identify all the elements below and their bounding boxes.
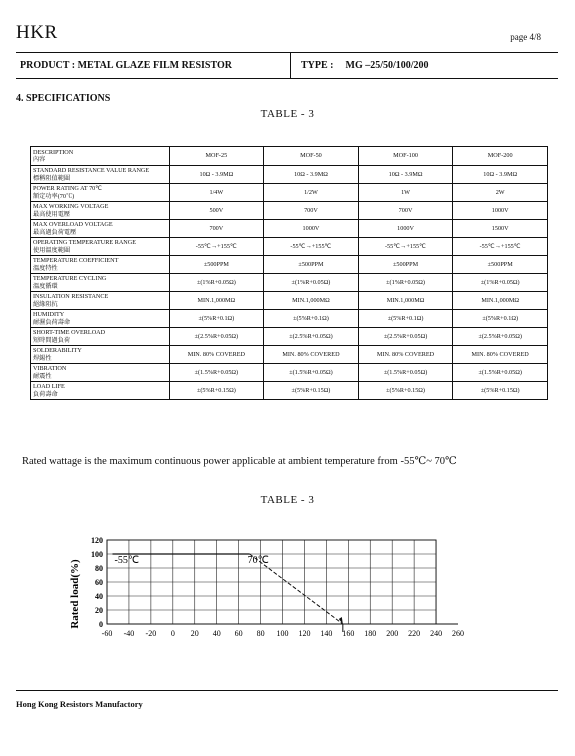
table-row — [31, 166, 548, 184]
table-cell: MIN.1,000MΩ — [169, 292, 264, 310]
row-description-en: VIBRATION — [33, 365, 67, 372]
table-cell: ±(1%R+0.05Ω) — [264, 274, 359, 292]
table-cell: MIN. 80% COVERED — [453, 346, 548, 364]
table-cell: ±500PPM — [453, 256, 548, 274]
row-description-zh: 絕緣阻抗 — [33, 300, 58, 308]
x-tick-label: 0 — [170, 629, 175, 638]
table-cell: MIN. 80% COVERED — [169, 346, 264, 364]
row-description-zh: 額定功率(70℃) — [33, 192, 75, 200]
column-header: MOF-25 — [169, 147, 264, 166]
header-description — [31, 147, 170, 166]
table-cell: MIN. 80% COVERED — [264, 346, 359, 364]
divider-bottom — [16, 78, 558, 79]
row-description — [31, 382, 170, 400]
row-description-zh: 耐震性 — [33, 372, 52, 380]
row-description-en: MAX OVERLOAD VOLTAGE — [33, 221, 113, 228]
table-cell: 2W — [453, 184, 548, 202]
page-number: page 4/8 — [510, 32, 541, 42]
table-cell: 10Ω - 3.9MΩ — [358, 166, 453, 184]
table-cell: ±(1%R+0.05Ω) — [453, 274, 548, 292]
header-description-zh: 內容 — [33, 156, 46, 163]
y-tick-label: 0 — [99, 620, 103, 629]
row-description-en: LOAD LIFE — [33, 383, 65, 390]
rated-wattage-note: Rated wattage is the maximum continuous power applicable at ambient temperature from -55℃~ 70℃ — [22, 456, 457, 467]
table-cell: ±(5%R+0.15Ω) — [264, 382, 359, 400]
row-description — [31, 328, 170, 346]
table-cell: 1000V — [453, 202, 548, 220]
table-cell: MIN.1,000MΩ — [358, 292, 453, 310]
table-row — [31, 346, 548, 364]
x-tick-label: 200 — [386, 629, 399, 638]
table-cell: ±(1.5%R+0.05Ω) — [169, 364, 264, 382]
table-cell: ±(1%R+0.05Ω) — [169, 274, 264, 292]
x-tick-label: 260 — [452, 629, 464, 638]
table-row — [31, 364, 548, 382]
table-cell: ±(5%R+0.1Ω) — [169, 310, 264, 328]
footer-company: Hong Kong Resistors Manufactory — [16, 699, 143, 709]
x-tick-label: 120 — [298, 629, 311, 638]
product-bar — [16, 52, 558, 78]
table-cell: MIN. 80% COVERED — [358, 346, 453, 364]
table-cell: 10Ω - 3.9MΩ — [453, 166, 548, 184]
row-description-en: STANDARD RESISTANCE VALUE RANGE — [33, 167, 150, 174]
table-row — [31, 220, 548, 238]
table-cell: MIN.1,000MΩ — [264, 292, 359, 310]
table-cell: -55℃→+155℃ — [169, 238, 264, 256]
table-cell: 500V — [169, 202, 264, 220]
table-row — [31, 238, 548, 256]
table-row — [31, 382, 548, 400]
x-tick-label: 180 — [364, 629, 377, 638]
table-cell: 1/2W — [264, 184, 359, 202]
table-cell: 1W — [358, 184, 453, 202]
table-cell: ±(2.5%R+0.05Ω) — [169, 328, 264, 346]
table-cell: -55℃→+155℃ — [264, 238, 359, 256]
type-label: TYPE : — [301, 59, 334, 71]
derating-chart — [0, 515, 575, 650]
table-cell: ±(1.5%R+0.05Ω) — [358, 364, 453, 382]
table-cell: ±500PPM — [264, 256, 359, 274]
x-tick-label: 160 — [342, 629, 355, 638]
section-title: 4. SPECIFICATIONS — [16, 93, 111, 104]
y-axis-label: Rated load(%) — [69, 559, 81, 629]
row-description-zh: 標稱阻值範圍 — [33, 174, 71, 182]
row-description — [31, 292, 170, 310]
row-description — [31, 166, 170, 184]
column-header: MOF-200 — [453, 147, 548, 166]
row-description — [31, 202, 170, 220]
table-row — [31, 256, 548, 274]
table-row — [31, 328, 548, 346]
table-cell: -55℃→+155℃ — [453, 238, 548, 256]
table-cell: 10Ω - 3.9MΩ — [264, 166, 359, 184]
product-name: PRODUCT : METAL GLAZE FILM RESISTOR — [16, 52, 291, 78]
y-tick-label: 100 — [91, 550, 103, 559]
row-description-zh: 焊錫性 — [33, 354, 52, 362]
x-tick-label: -20 — [145, 629, 157, 638]
type-value: MG –25/50/100/200 — [345, 59, 429, 71]
table-cell: ±(2.5%R+0.05Ω) — [453, 328, 548, 346]
x-tick-label: 240 — [430, 629, 443, 638]
row-description — [31, 238, 170, 256]
table-title-2: TABLE - 3 — [260, 494, 315, 506]
row-description-zh: 溫度特性 — [33, 264, 58, 272]
row-description-zh: 溫度循環 — [33, 282, 58, 290]
x-tick-label: 60 — [234, 629, 243, 638]
product-type — [291, 52, 429, 78]
x-tick-label: -40 — [123, 629, 135, 638]
row-description-zh: 最高使用電壓 — [33, 210, 71, 218]
x-tick-label: 220 — [408, 629, 421, 638]
table-cell: ±(2.5%R+0.05Ω) — [358, 328, 453, 346]
y-tick-label: 60 — [95, 578, 103, 587]
row-description-zh: 負荷壽命 — [33, 390, 58, 398]
x-tick-label: 80 — [256, 629, 265, 638]
chart-annotation: 70℃ — [247, 555, 269, 566]
header-description-en: DESCRIPTION — [33, 148, 74, 156]
table-cell: 700V — [358, 202, 453, 220]
row-description-en: MAX WORKING VOLTAGE — [33, 203, 109, 210]
row-description-zh: 最高過負荷電壓 — [33, 228, 77, 236]
row-description — [31, 184, 170, 202]
table-cell: ±(5%R+0.1Ω) — [264, 310, 359, 328]
table-row — [31, 184, 548, 202]
table-row — [31, 274, 548, 292]
table-row — [31, 202, 548, 220]
row-description-en: HUMIDITY — [33, 311, 65, 318]
table-header-row — [31, 147, 548, 166]
row-description-en: TEMPERATURE CYCLING — [33, 275, 107, 282]
y-tick-label: 80 — [95, 564, 103, 573]
table-cell: 1000V — [264, 220, 359, 238]
divider-footer — [16, 690, 558, 691]
y-tick-label: 40 — [95, 592, 103, 601]
row-description — [31, 346, 170, 364]
table-cell: ±(2.5%R+0.05Ω) — [264, 328, 359, 346]
x-tick-label: 20 — [190, 629, 199, 638]
x-tick-label: 140 — [320, 629, 333, 638]
row-description-zh: 短時間過負荷 — [33, 336, 71, 344]
table-cell: ±500PPM — [169, 256, 264, 274]
table-cell: 700V — [264, 202, 359, 220]
row-description-zh: 使用溫度範圍 — [33, 246, 71, 254]
row-description — [31, 220, 170, 238]
column-header: MOF-100 — [358, 147, 453, 166]
row-description — [31, 274, 170, 292]
row-description-en: POWER RATING AT 70℃ — [33, 185, 103, 192]
row-description-en: INSULATION RESISTANCE — [33, 293, 109, 300]
row-description-zh: 耐濕負荷壽命 — [33, 318, 71, 326]
table-row — [31, 292, 548, 310]
table-cell: ±(1.5%R+0.05Ω) — [264, 364, 359, 382]
table-cell: 1500V — [453, 220, 548, 238]
table-cell: ±(1.5%R+0.05Ω) — [453, 364, 548, 382]
column-header: MOF-50 — [264, 147, 359, 166]
x-tick-label: -60 — [101, 629, 113, 638]
table-cell: -55℃→+155℃ — [358, 238, 453, 256]
row-description-en: TEMPERATURE COEFFICIENT — [33, 257, 119, 264]
x-tick-label: 40 — [212, 629, 221, 638]
table-cell: 700V — [169, 220, 264, 238]
row-description-en: SHORT-TIME OVERLOAD — [33, 329, 106, 336]
row-description-en: OPERATING TEMPERATURE RANGE — [33, 239, 137, 246]
spec-table — [30, 146, 548, 400]
table-cell: ±(5%R+0.15Ω) — [169, 382, 264, 400]
table-cell: ±500PPM — [358, 256, 453, 274]
row-description — [31, 256, 170, 274]
chart-annotation: -55℃ — [114, 555, 140, 566]
table-cell: 1000V — [358, 220, 453, 238]
row-description — [31, 364, 170, 382]
table-cell: ±(5%R+0.15Ω) — [358, 382, 453, 400]
table-cell: 10Ω - 3.9MΩ — [169, 166, 264, 184]
x-tick-label: 100 — [276, 629, 289, 638]
table-row — [31, 310, 548, 328]
row-description — [31, 310, 170, 328]
table-cell: ±(5%R+0.1Ω) — [358, 310, 453, 328]
table-cell: 1/4W — [169, 184, 264, 202]
y-tick-label: 120 — [91, 536, 103, 545]
table-cell: ±(1%R+0.05Ω) — [358, 274, 453, 292]
y-tick-label: 20 — [95, 606, 103, 615]
row-description-en: SOLDERABILITY — [33, 347, 82, 354]
table-cell: ±(5%R+0.1Ω) — [453, 310, 548, 328]
table-cell: MIN.1,000MΩ — [453, 292, 548, 310]
table-cell: ±(5%R+0.15Ω) — [453, 382, 548, 400]
table-title: TABLE - 3 — [260, 108, 315, 120]
brand-logo: HKR — [16, 22, 58, 43]
